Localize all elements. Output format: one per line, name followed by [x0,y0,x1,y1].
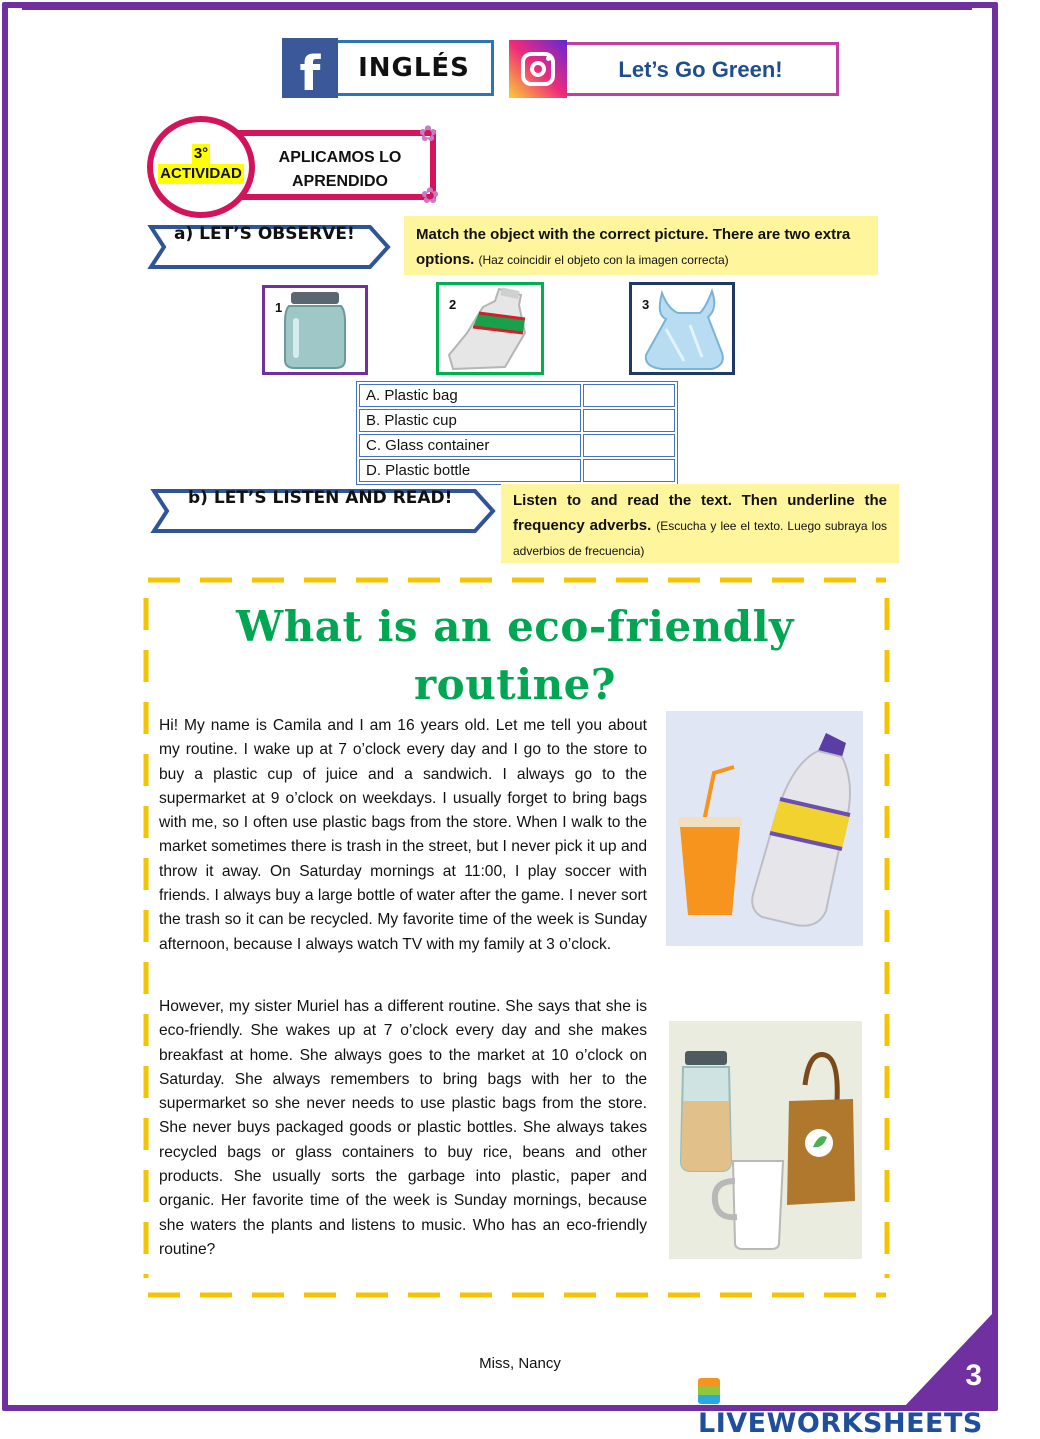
section-b-instruction [501,484,899,563]
option-text: A. Plastic bag [359,384,581,407]
instagram-icon [509,40,567,98]
liveworksheets-text: LIVEWORKSHEETS [698,1408,983,1439]
page-frame-top [22,6,972,10]
picture-3 [629,282,735,375]
reading-paragraph-2: However, my sister Muriel has a different routine. She says that she is eco-friendly. She wakes up at 7 o’clock every day and she makes breakfast at home. She always goes to the market at 10 o’clock on Saturday. She always remembers to bring bags with her to the supermarket so she never needs to use plastic bags from the store. She never buys packaged goods or plastic bottles. She always takes recycled bags or glass containers to buy rice, beans and other products. She usually sorts the garbage into plastic, paper and organic. Her favorite time of the week is Sunday mornings, because she waters the plants and listens to music. Who has an eco-friendly routine? [159,998,647,1258]
activity-number: 3° [193,145,209,162]
reading-title-line1: What is an eco-friendly [236,602,794,651]
eco-items-illustration [669,1021,862,1259]
activity-title-line2: APRENDIDO [291,173,388,190]
section-b-banner [151,488,497,534]
instruction-text-1: Listen to and read the text. Then underline the [513,492,887,509]
activity-word: ACTIVIDAD [160,165,242,182]
instruction-text-2: frequency adverbs. [513,517,652,534]
reading-title [200,598,830,714]
answer-input[interactable] [583,459,675,482]
flower-icon: ✿ [418,121,438,146]
instagram-badge [509,40,839,98]
plastic-cup-and-bottle-icon [666,711,863,946]
ingles-label: INGLÉS [334,40,494,96]
section-b-title: b) LET’S LISTEN AND READ! [188,488,453,508]
author-footer: Miss, Nancy [479,1355,561,1372]
flower-icon: ✿ [420,183,440,208]
table-row [359,409,675,432]
reading-title-line2: routine? [414,660,616,709]
picture-number: 3 [642,297,650,312]
lets-go-green-label: Let’s Go Green! [565,42,839,96]
facebook-badge [282,38,494,102]
answer-input[interactable] [583,384,675,407]
option-text: C. Glass container [359,434,581,457]
liveworksheets-icon [698,1378,720,1404]
answer-input[interactable] [583,409,675,432]
facebook-icon: f [282,38,338,98]
picture-1 [262,285,368,375]
matching-table [356,381,678,485]
option-text: D. Plastic bottle [359,459,581,482]
section-a-instruction [404,216,878,275]
activity-title-line1: APLICAMOS LO [278,149,402,166]
instruction-note: (Haz coincidir el objeto con la imagen correcta) [478,253,729,267]
table-row [359,459,675,482]
activity-number-circle [147,116,255,218]
liveworksheets-logo [698,1377,1000,1439]
instruction-text: Match the object with the correct picture. There are two extra options. [416,226,851,268]
page-number: 3 [965,1359,982,1392]
instruction-note: (Escucha y lee el texto. Luego subraya los adverbios de frecuencia) [513,519,887,558]
reusable-jar-bag-mug-icon [669,1021,862,1259]
table-row [359,434,675,457]
picture-number: 2 [449,297,457,312]
section-a-title: a) LET’S OBSERVE! [174,224,355,244]
answer-input[interactable] [583,434,675,457]
section-a-banner [148,224,392,270]
table-row [359,384,675,407]
option-text: B. Plastic cup [359,409,581,432]
picture-2 [436,282,544,375]
cup-bottle-illustration [666,711,863,946]
reading-paragraph-1: Hi! My name is Camila and I am 16 years old. Let me tell you about my routine. I wake up at 7 o’clock every day and I go to the store to buy a plastic cup of juice and a sandwich. I always go to the supermarket at 9 o’clock on weekdays. I usually forget to bring bags with me, so I often use plastic bags from the store. When I walk to the market sometimes there is trash in the street, but I never pick it up and throw it away. On Saturday mornings at 11:00, I play soccer with friends. I always buy a large bottle of water after the game. I never sort the trash so it can be recycled. My favorite time of the week is Sunday afternoon, because I always watch TV with my family at 3 o’clock. [159,717,647,953]
picture-number: 1 [275,300,283,315]
